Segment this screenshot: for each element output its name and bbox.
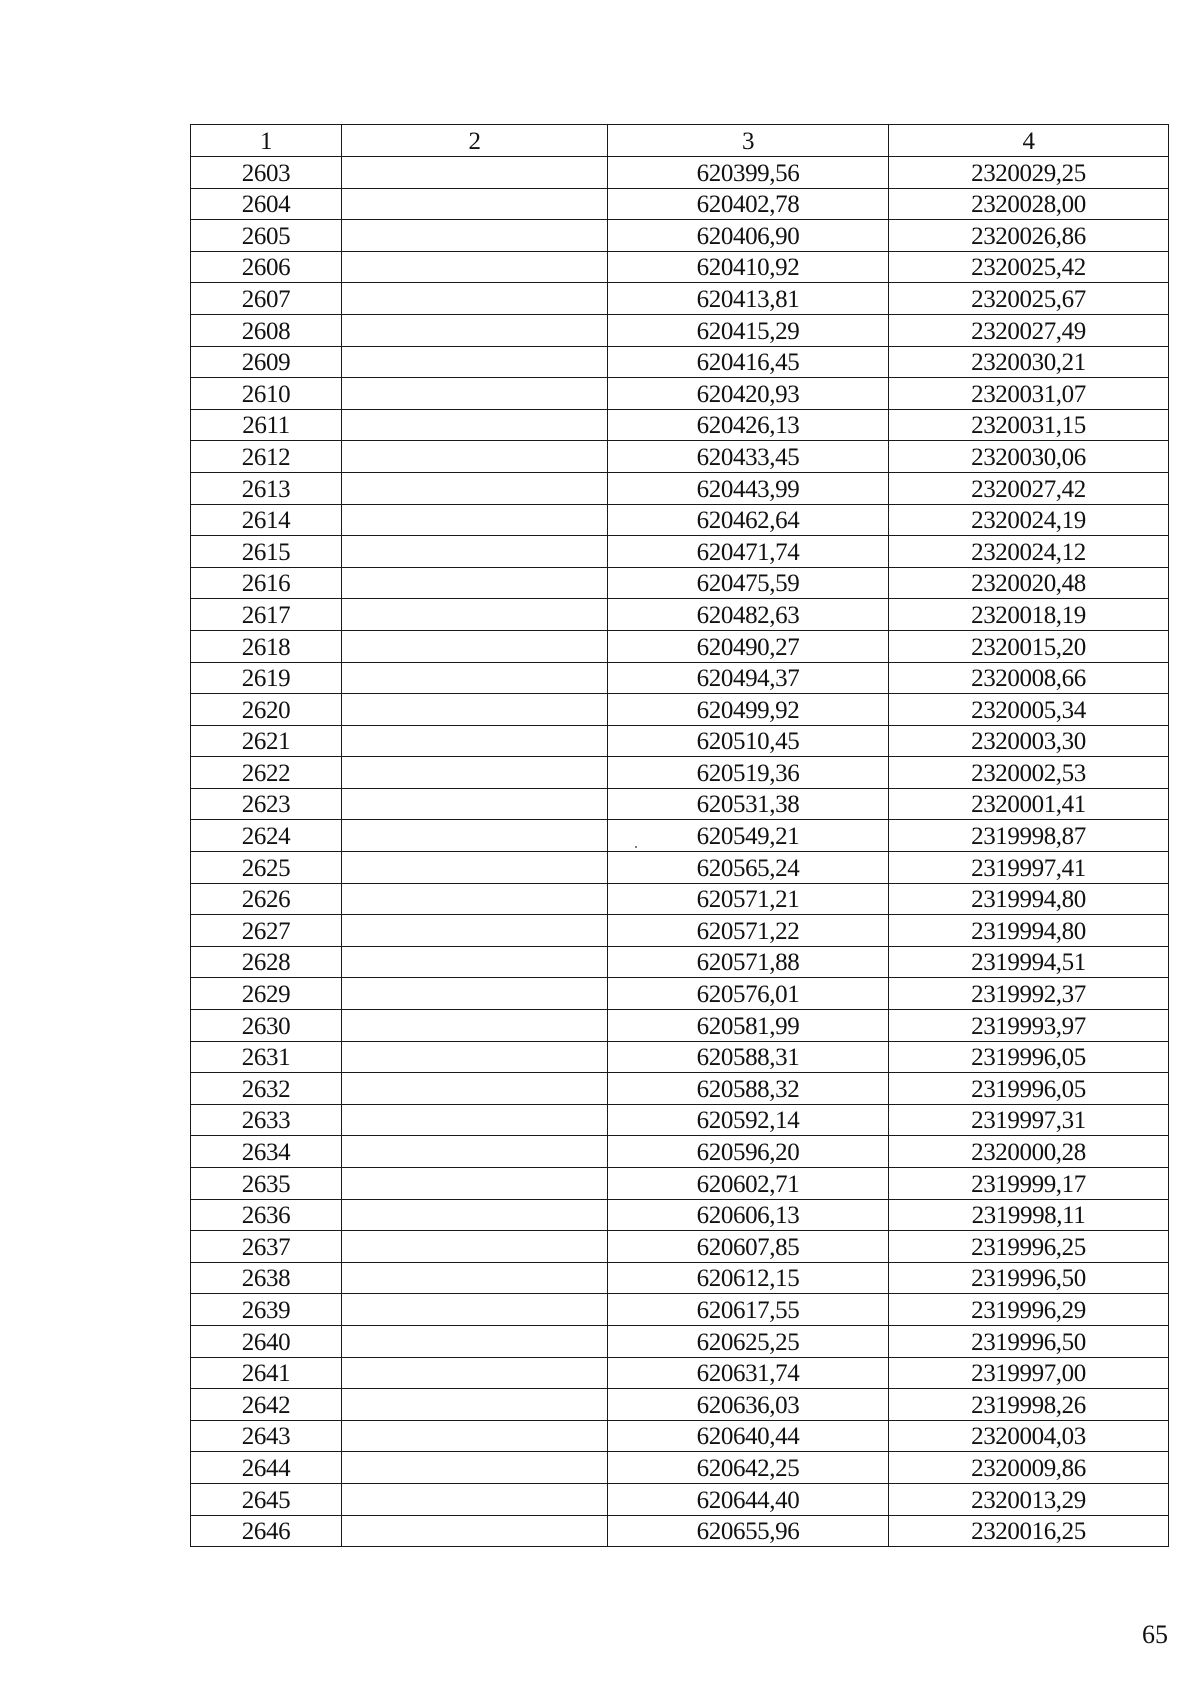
x-coordinate-cell: 620420,93 [608,378,889,410]
table-row [191,1420,1169,1452]
point-number-cell: 2608 [191,314,342,346]
y-coordinate-cell: 2319994,51 [889,946,1169,978]
x-coordinate-cell: 620482,63 [608,599,889,631]
point-number-cell: 2627 [191,915,342,947]
description-cell [342,978,608,1010]
point-number-cell: 2616 [191,567,342,599]
y-coordinate-cell: 2320024,19 [889,504,1169,536]
scan-speck [635,846,637,848]
table-row [191,1452,1169,1484]
table-row [191,915,1169,947]
x-coordinate-cell: 620413,81 [608,283,889,315]
y-coordinate-cell: 2319996,05 [889,1041,1169,1073]
description-cell [342,1325,608,1357]
y-coordinate-cell: 2320030,21 [889,346,1169,378]
y-coordinate-cell: 2320001,41 [889,788,1169,820]
x-coordinate-cell: 620602,71 [608,1168,889,1200]
description-cell [342,409,608,441]
table-row [191,1389,1169,1421]
x-coordinate-cell: 620606,13 [608,1199,889,1231]
description-cell [342,1262,608,1294]
description-cell [342,1104,608,1136]
x-coordinate-cell: 620655,96 [608,1515,889,1547]
header-cell-4: 4 [889,125,1169,157]
x-coordinate-cell: 620490,27 [608,630,889,662]
x-coordinate-cell: 620433,45 [608,441,889,473]
x-coordinate-cell: 620399,56 [608,157,889,189]
point-number-cell: 2635 [191,1168,342,1200]
y-coordinate-cell: 2319996,29 [889,1294,1169,1326]
x-coordinate-cell: 620571,21 [608,883,889,915]
table-row [191,852,1169,884]
description-cell [342,1073,608,1105]
table-row [191,1483,1169,1515]
description-cell [342,946,608,978]
x-coordinate-cell: 620475,59 [608,567,889,599]
page-number: 65 [1142,1620,1168,1649]
point-number-cell: 2645 [191,1483,342,1515]
description-cell [342,725,608,757]
description-cell [342,1389,608,1421]
description-cell [342,1452,608,1484]
description-cell [342,915,608,947]
point-number-cell: 2612 [191,441,342,473]
point-number-cell: 2618 [191,630,342,662]
y-coordinate-cell: 2320024,12 [889,536,1169,568]
y-coordinate-cell: 2319996,50 [889,1262,1169,1294]
point-number-cell: 2633 [191,1104,342,1136]
point-number-cell: 2623 [191,788,342,820]
table-row [191,1294,1169,1326]
point-number-cell: 2621 [191,725,342,757]
x-coordinate-cell: 620402,78 [608,188,889,220]
table-row [191,504,1169,536]
y-coordinate-cell: 2320031,07 [889,378,1169,410]
table-row [191,1136,1169,1168]
x-coordinate-cell: 620588,31 [608,1041,889,1073]
x-coordinate-cell: 620588,32 [608,1073,889,1105]
y-coordinate-cell: 2320015,20 [889,630,1169,662]
header-cell-3: 3 [608,125,889,157]
point-number-cell: 2624 [191,820,342,852]
y-coordinate-cell: 2320018,19 [889,599,1169,631]
table-row [191,157,1169,189]
table-row [191,314,1169,346]
table-row [191,1010,1169,1042]
y-coordinate-cell: 2320004,03 [889,1420,1169,1452]
table-row [191,946,1169,978]
x-coordinate-cell: 620640,44 [608,1420,889,1452]
table-row [191,536,1169,568]
point-number-cell: 2641 [191,1357,342,1389]
table-row [191,1073,1169,1105]
y-coordinate-cell: 2320030,06 [889,441,1169,473]
description-cell [342,1231,608,1263]
point-number-cell: 2643 [191,1420,342,1452]
point-number-cell: 2636 [191,1199,342,1231]
y-coordinate-cell: 2320005,34 [889,694,1169,726]
x-coordinate-cell: 620415,29 [608,314,889,346]
y-coordinate-cell: 2320028,00 [889,188,1169,220]
table-row [191,1357,1169,1389]
x-coordinate-cell: 620565,24 [608,852,889,884]
table-body [191,157,1169,1547]
description-cell [342,157,608,189]
y-coordinate-cell: 2320026,86 [889,220,1169,252]
table-row [191,472,1169,504]
point-number-cell: 2622 [191,757,342,789]
y-coordinate-cell: 2319992,37 [889,978,1169,1010]
description-cell [342,630,608,662]
header-row [191,125,1169,157]
table-row [191,1262,1169,1294]
table-row [191,1199,1169,1231]
table-row [191,220,1169,252]
table-row [191,757,1169,789]
point-number-cell: 2606 [191,251,342,283]
point-number-cell: 2610 [191,378,342,410]
x-coordinate-cell: 620510,45 [608,725,889,757]
x-coordinate-cell: 620494,37 [608,662,889,694]
header-cell-1: 1 [191,125,342,157]
x-coordinate-cell: 620631,74 [608,1357,889,1389]
y-coordinate-cell: 2320008,66 [889,662,1169,694]
point-number-cell: 2613 [191,472,342,504]
point-number-cell: 2634 [191,1136,342,1168]
y-coordinate-cell: 2320009,86 [889,1452,1169,1484]
y-coordinate-cell: 2320002,53 [889,757,1169,789]
y-coordinate-cell: 2319998,11 [889,1199,1169,1231]
x-coordinate-cell: 620607,85 [608,1231,889,1263]
point-number-cell: 2617 [191,599,342,631]
table-row [191,662,1169,694]
description-cell [342,1041,608,1073]
point-number-cell: 2642 [191,1389,342,1421]
description-cell [342,1515,608,1547]
description-cell [342,314,608,346]
table-row [191,251,1169,283]
point-number-cell: 2609 [191,346,342,378]
description-cell [342,536,608,568]
y-coordinate-cell: 2319998,87 [889,820,1169,852]
coordinates-table [190,124,1169,1547]
description-cell [342,1136,608,1168]
point-number-cell: 2628 [191,946,342,978]
table-row [191,1231,1169,1263]
table-row [191,725,1169,757]
y-coordinate-cell: 2319993,97 [889,1010,1169,1042]
table-row [191,1325,1169,1357]
table-row [191,978,1169,1010]
y-coordinate-cell: 2320013,29 [889,1483,1169,1515]
point-number-cell: 2646 [191,1515,342,1547]
x-coordinate-cell: 620636,03 [608,1389,889,1421]
x-coordinate-cell: 620571,22 [608,915,889,947]
description-cell [342,346,608,378]
description-cell [342,1010,608,1042]
point-number-cell: 2644 [191,1452,342,1484]
description-cell [342,504,608,536]
point-number-cell: 2630 [191,1010,342,1042]
point-number-cell: 2626 [191,883,342,915]
point-number-cell: 2625 [191,852,342,884]
description-cell [342,1420,608,1452]
description-cell [342,1199,608,1231]
description-cell [342,378,608,410]
description-cell [342,188,608,220]
table-row [191,409,1169,441]
point-number-cell: 2638 [191,1262,342,1294]
y-coordinate-cell: 2319994,80 [889,915,1169,947]
point-number-cell: 2605 [191,220,342,252]
description-cell [342,283,608,315]
y-coordinate-cell: 2319997,41 [889,852,1169,884]
table-row [191,883,1169,915]
description-cell [342,220,608,252]
x-coordinate-cell: 620612,15 [608,1262,889,1294]
y-coordinate-cell: 2320025,42 [889,251,1169,283]
description-cell [342,1357,608,1389]
x-coordinate-cell: 620549,21 [608,820,889,852]
x-coordinate-cell: 620576,01 [608,978,889,1010]
description-cell [342,567,608,599]
point-number-cell: 2611 [191,409,342,441]
description-cell [342,820,608,852]
table-row [191,346,1169,378]
point-number-cell: 2639 [191,1294,342,1326]
y-coordinate-cell: 2320025,67 [889,283,1169,315]
x-coordinate-cell: 620499,92 [608,694,889,726]
table-row [191,1104,1169,1136]
table-header [191,125,1169,157]
x-coordinate-cell: 620625,25 [608,1325,889,1357]
description-cell [342,251,608,283]
point-number-cell: 2632 [191,1073,342,1105]
description-cell [342,1483,608,1515]
x-coordinate-cell: 620617,55 [608,1294,889,1326]
point-number-cell: 2604 [191,188,342,220]
header-cell-2: 2 [342,125,608,157]
point-number-cell: 2640 [191,1325,342,1357]
y-coordinate-cell: 2320029,25 [889,157,1169,189]
table-row [191,283,1169,315]
table-row [191,788,1169,820]
x-coordinate-cell: 620416,45 [608,346,889,378]
point-number-cell: 2620 [191,694,342,726]
table-row [191,599,1169,631]
point-number-cell: 2615 [191,536,342,568]
y-coordinate-cell: 2320003,30 [889,725,1169,757]
y-coordinate-cell: 2319998,26 [889,1389,1169,1421]
description-cell [342,662,608,694]
x-coordinate-cell: 620531,38 [608,788,889,820]
table-row [191,567,1169,599]
y-coordinate-cell: 2319996,50 [889,1325,1169,1357]
x-coordinate-cell: 620592,14 [608,1104,889,1136]
table-row [191,1515,1169,1547]
y-coordinate-cell: 2319996,05 [889,1073,1169,1105]
x-coordinate-cell: 620581,99 [608,1010,889,1042]
table-row [191,1041,1169,1073]
y-coordinate-cell: 2319997,00 [889,1357,1169,1389]
x-coordinate-cell: 620642,25 [608,1452,889,1484]
description-cell [342,472,608,504]
description-cell [342,1294,608,1326]
x-coordinate-cell: 620644,40 [608,1483,889,1515]
point-number-cell: 2603 [191,157,342,189]
x-coordinate-cell: 620406,90 [608,220,889,252]
x-coordinate-cell: 620426,13 [608,409,889,441]
y-coordinate-cell: 2320016,25 [889,1515,1169,1547]
point-number-cell: 2631 [191,1041,342,1073]
x-coordinate-cell: 620462,64 [608,504,889,536]
x-coordinate-cell: 620471,74 [608,536,889,568]
x-coordinate-cell: 620596,20 [608,1136,889,1168]
point-number-cell: 2614 [191,504,342,536]
description-cell [342,757,608,789]
description-cell [342,852,608,884]
y-coordinate-cell: 2319996,25 [889,1231,1169,1263]
y-coordinate-cell: 2320027,49 [889,314,1169,346]
table-row [191,441,1169,473]
description-cell [342,599,608,631]
point-number-cell: 2629 [191,978,342,1010]
y-coordinate-cell: 2320020,48 [889,567,1169,599]
y-coordinate-cell: 2319997,31 [889,1104,1169,1136]
point-number-cell: 2607 [191,283,342,315]
table-row [191,694,1169,726]
table-row [191,820,1169,852]
y-coordinate-cell: 2320031,15 [889,409,1169,441]
x-coordinate-cell: 620443,99 [608,472,889,504]
table-row [191,630,1169,662]
y-coordinate-cell: 2319999,17 [889,1168,1169,1200]
x-coordinate-cell: 620410,92 [608,251,889,283]
point-number-cell: 2619 [191,662,342,694]
description-cell [342,1168,608,1200]
table-row [191,378,1169,410]
y-coordinate-cell: 2320000,28 [889,1136,1169,1168]
description-cell [342,883,608,915]
x-coordinate-cell: 620571,88 [608,946,889,978]
y-coordinate-cell: 2320027,42 [889,472,1169,504]
point-number-cell: 2637 [191,1231,342,1263]
table-row [191,188,1169,220]
x-coordinate-cell: 620519,36 [608,757,889,789]
table-row [191,1168,1169,1200]
description-cell [342,788,608,820]
description-cell [342,441,608,473]
y-coordinate-cell: 2319994,80 [889,883,1169,915]
description-cell [342,694,608,726]
